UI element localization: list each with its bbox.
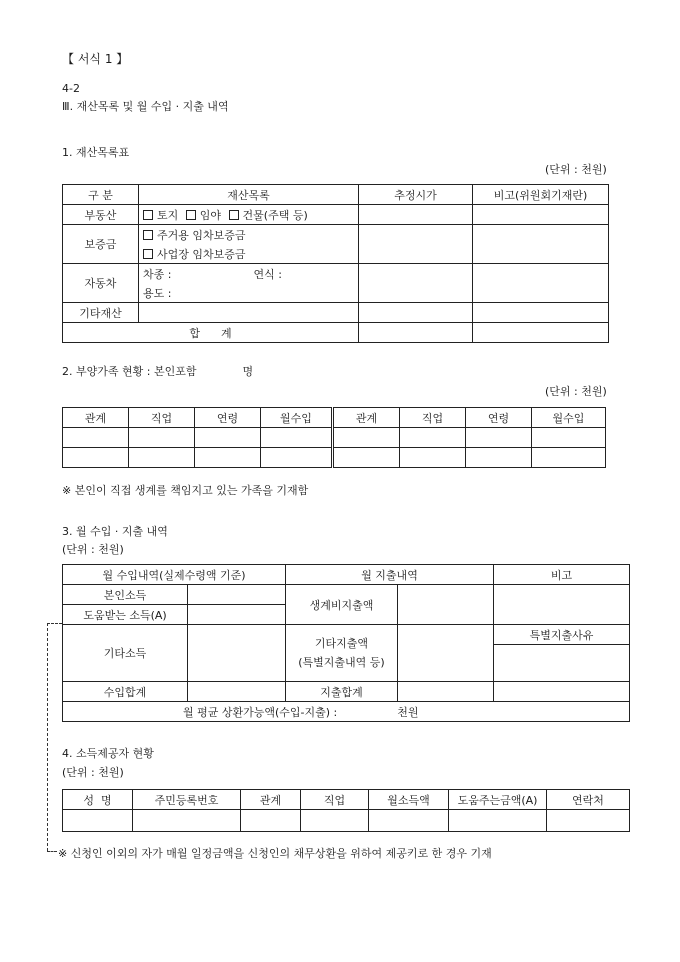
prov-cell[interactable] (241, 810, 301, 832)
section2-title (62, 363, 253, 379)
prov-cell[interactable] (301, 810, 369, 832)
dep-cell[interactable] (466, 428, 532, 448)
expense-header: 월 지출내역 (286, 565, 494, 585)
avg-repay-label: 월 평균 상환가능액(수입-지출) : (183, 705, 338, 719)
asset-table (62, 184, 609, 343)
form-code: 4-2 (62, 82, 80, 95)
deposit-option-business (139, 244, 359, 264)
dep-col-age-2: 연령 (466, 408, 532, 428)
dependents-note: ※ 본인이 직접 생계를 책임지고 있는 가족을 기재함 (62, 484, 309, 497)
other-asset-remark-cell[interactable] (473, 303, 609, 323)
asset-row-realestate (63, 205, 609, 225)
dep-cell[interactable] (195, 428, 261, 448)
dep-col-age: 연령 (195, 408, 261, 428)
realestate-remark-cell[interactable] (473, 205, 609, 225)
other-asset-value-cell[interactable] (359, 303, 473, 323)
provider-note: ※ 신청인 이외의 자가 매월 일정금액을 신청인의 채무상환을 위하여 제공키로 한 경우 기재 (58, 847, 492, 860)
expense-total-label: 지출합계 (286, 682, 398, 702)
other-asset-list-cell[interactable] (139, 303, 359, 323)
note-header: 비고 (494, 565, 630, 585)
special-reason-cell[interactable] (494, 645, 630, 682)
prov-col-id: 주민등록번호 (133, 790, 241, 810)
income-total-label: 수입합계 (63, 682, 188, 702)
dep-cell[interactable] (129, 428, 195, 448)
dep-cell[interactable] (532, 428, 606, 448)
forest-checkbox[interactable] (186, 210, 196, 220)
asset-row-car-1 (63, 264, 609, 284)
other-expense-line2: (특별지출내역 등) (298, 656, 385, 669)
section3-unit: (단위 : 천원) (62, 543, 124, 556)
car-type-label: 차종 : (143, 267, 172, 281)
living-expense-cell[interactable] (398, 585, 494, 625)
building-label: 건물(주택 등) (242, 208, 308, 222)
deposit-remark-cell[interactable] (473, 225, 609, 264)
land-checkbox[interactable] (143, 210, 153, 220)
business-label: 사업장 임차보증금 (157, 247, 246, 261)
expense-total-cell[interactable] (398, 682, 494, 702)
business-checkbox[interactable] (143, 249, 153, 259)
living-expense-label: 생계비지출액 (286, 585, 398, 625)
income-help-cell[interactable] (188, 605, 286, 625)
dep-col-job-2: 직업 (400, 408, 466, 428)
asset-total-label: 합 계 (63, 323, 359, 343)
section4-unit: (단위 : 천원) (62, 766, 124, 779)
forest-label: 임야 (199, 208, 222, 222)
prov-col-relation: 관계 (241, 790, 301, 810)
dep-cell[interactable] (261, 448, 333, 468)
dep-col-job: 직업 (129, 408, 195, 428)
dep-cell[interactable] (129, 448, 195, 468)
special-reason-label: 특별지출사유 (494, 625, 630, 645)
section4-title: 4. 소득제공자 현황 (62, 747, 154, 760)
dep-cell[interactable] (261, 428, 333, 448)
prov-col-contact: 연락처 (547, 790, 630, 810)
other-expense-cell[interactable] (398, 625, 494, 682)
car-use-label: 용도 : (139, 283, 359, 303)
dep-col-income: 월수입 (261, 408, 333, 428)
dep-cell[interactable] (333, 448, 400, 468)
dep-cell[interactable] (333, 428, 400, 448)
prov-cell[interactable] (63, 810, 133, 832)
asset-row-deposit-1 (63, 225, 609, 245)
dependents-count-suffix: 명 (242, 365, 254, 378)
prov-cell[interactable] (449, 810, 547, 832)
dep-col-relation-2: 관계 (333, 408, 400, 428)
connector-top (47, 623, 62, 624)
prov-col-name: 성 명 (63, 790, 133, 810)
deposit-option-residential (139, 225, 359, 245)
dep-cell[interactable] (466, 448, 532, 468)
car-type-year (139, 264, 359, 284)
income-header: 월 수입내역(실제수령액 기준) (63, 565, 286, 585)
residential-label: 주거용 임차보증금 (157, 228, 246, 242)
asset-col-category: 구 분 (63, 185, 139, 205)
table-row (63, 428, 606, 448)
total-note-cell[interactable] (494, 682, 630, 702)
dep-col-income-2: 월수입 (532, 408, 606, 428)
realestate-value-cell[interactable] (359, 205, 473, 225)
dependents-title: 2. 부양가족 현황 : 본인포함 (62, 365, 197, 378)
prov-cell[interactable] (547, 810, 630, 832)
car-remark-cell[interactable] (473, 264, 609, 303)
land-label: 토지 (157, 208, 179, 222)
asset-total-remark-cell[interactable] (473, 323, 609, 343)
living-note-cell[interactable] (494, 585, 630, 625)
avg-repay-unit: 천원 (397, 705, 419, 719)
realestate-options (139, 205, 359, 225)
other-asset-label: 기타재산 (63, 303, 139, 323)
car-year-label: 연식 : (253, 267, 282, 281)
dependents-table (62, 407, 606, 468)
income-help-label: 도움받는 소득(A) (63, 605, 188, 625)
section1-unit: (단위 : 천원) (545, 163, 607, 176)
income-other-cell[interactable] (188, 625, 286, 682)
asset-col-value: 추정시가 (359, 185, 473, 205)
asset-col-list: 재산목록 (139, 185, 359, 205)
section2-unit: (단위 : 천원) (545, 385, 607, 398)
prov-col-job: 직업 (301, 790, 369, 810)
prov-col-help: 도움주는금액(A) (449, 790, 547, 810)
deposit-label: 보증금 (63, 225, 139, 264)
avg-repay-row (63, 702, 630, 722)
other-expense-line1: 기타지출액 (314, 637, 369, 650)
realestate-label: 부동산 (63, 205, 139, 225)
section3-title: 3. 월 수입 · 지출 내역 (62, 525, 168, 538)
page-title: Ⅲ. 재산목록 및 월 수입 · 지출 내역 (62, 100, 229, 113)
income-expense-table (62, 564, 630, 722)
dep-cell[interactable] (63, 448, 129, 468)
table-row (63, 448, 606, 468)
asset-row-total (63, 323, 609, 343)
asset-total-value-cell[interactable] (359, 323, 473, 343)
form-label: 【 서식 1 】 (62, 52, 129, 66)
section1-title: 1. 재산목록표 (62, 146, 130, 159)
car-label: 자동차 (63, 264, 139, 303)
dep-col-relation: 관계 (63, 408, 129, 428)
prov-col-income: 월소득액 (369, 790, 449, 810)
prov-cell[interactable] (369, 810, 449, 832)
prov-cell[interactable] (133, 810, 241, 832)
dep-cell[interactable] (532, 448, 606, 468)
provider-table (62, 789, 630, 832)
income-other-label: 기타소득 (63, 625, 188, 682)
dep-cell[interactable] (195, 448, 261, 468)
deposit-value-cell[interactable] (359, 225, 473, 264)
dep-cell[interactable] (63, 428, 129, 448)
dep-cell[interactable] (400, 448, 466, 468)
table-row (63, 810, 630, 832)
connector-bottom (47, 851, 57, 852)
income-self-cell[interactable] (188, 585, 286, 605)
other-expense-label (286, 625, 398, 682)
dep-cell[interactable] (400, 428, 466, 448)
asset-col-remark: 비고(위원회기재란) (473, 185, 609, 205)
residential-checkbox[interactable] (143, 230, 153, 240)
asset-row-other (63, 303, 609, 323)
income-self-label: 본인소득 (63, 585, 188, 605)
income-total-cell[interactable] (188, 682, 286, 702)
connector-line (47, 623, 48, 851)
car-value-cell[interactable] (359, 264, 473, 303)
building-checkbox[interactable] (229, 210, 239, 220)
